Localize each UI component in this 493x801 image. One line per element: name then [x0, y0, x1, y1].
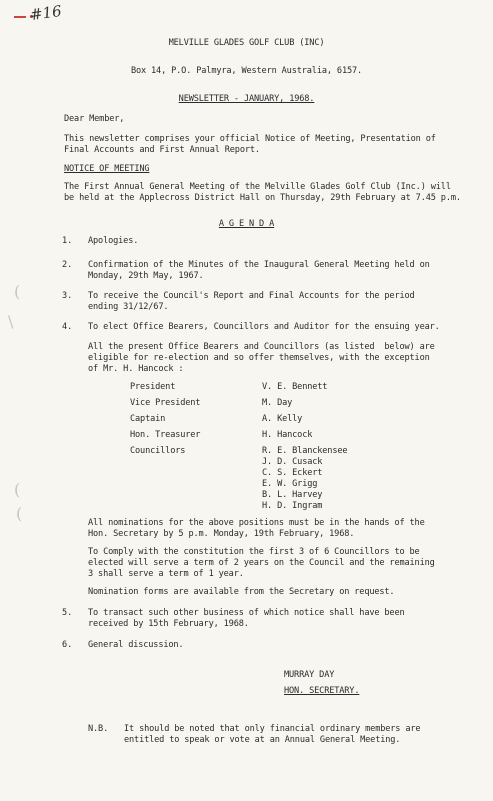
notice-line: The First Annual General Meeting of the Melville Glades Golf Club (Inc.) will [64, 182, 451, 192]
agenda-item-text: To transact such other business of which notice shall have been [88, 608, 405, 618]
agenda-heading: A G E N D A [218, 219, 275, 229]
agenda-item-number: 4. [62, 322, 73, 332]
councillor-name: J. D. Cusack [262, 457, 323, 467]
councillor-name: H. D. Ingram [262, 501, 323, 511]
officer-name: M. Day [262, 398, 293, 408]
nb-line: entitled to speak or vote at an Annual General Meeting. [124, 735, 401, 745]
officer-role: Councillors [130, 446, 186, 456]
agenda-item-number: 5. [62, 608, 73, 618]
agenda-item-text: Apologies. [88, 236, 139, 246]
item4-para-line: All the present Office Bearers and Councillors (as listed below) are [88, 342, 435, 352]
constitution-line: elected will serve a term of 2 years on the Council and the remaining [88, 558, 435, 568]
officer-name: A. Kelly [262, 414, 303, 424]
agenda-item-number: 2. [62, 260, 73, 270]
officer-role: Hon. Treasurer [130, 430, 201, 440]
councillor-name: C. S. Eckert [262, 468, 323, 478]
agenda-item-text: received by 15th February, 1968. [88, 619, 249, 629]
club-address: Box 14, P.O. Palmyra, Western Australia, 6157. [130, 66, 363, 76]
item4-para-line: eligible for re-election and so offer themselves, with the exception [88, 353, 430, 363]
notice-heading: NOTICE OF MEETING [64, 164, 150, 174]
binder-hole-mark: ( [14, 480, 21, 499]
nb-line: It should be noted that only financial ordinary members are [124, 724, 421, 734]
notice-line: be held at the Applecross District Hall on Thursday, 29th February at 7.45 p.m. [64, 193, 461, 203]
salutation: Dear Member, [64, 114, 125, 124]
constitution-line: To Comply with the constitution the first 3 of 6 Councillors to be [88, 547, 420, 557]
officer-role: Vice President [130, 398, 201, 408]
officer-name: V. E. Bennett [262, 382, 328, 392]
signatory-title: HON. SECRETARY. [284, 686, 360, 696]
newsletter-title: NEWSLETTER - JANUARY, 1968. [178, 94, 315, 104]
officer-role: Captain [130, 414, 166, 424]
agenda-item-text: General discussion. [88, 640, 184, 650]
handwritten-number: #16 [28, 1, 63, 25]
binder-hole-mark: \ [8, 312, 14, 331]
binder-hole-mark: ( [16, 504, 23, 523]
nominations-line: Hon. Secretary by 5 p.m. Monday, 19th February, 1968. [88, 529, 355, 539]
constitution-line: 3 shall serve a term of 1 year. [88, 569, 244, 579]
officer-role: President [130, 382, 176, 392]
agenda-item-text: Confirmation of the Minutes of the Inaugural General Meeting held on [88, 260, 430, 270]
nominations-line: All nominations for the above positions must be in the hands of the [88, 518, 425, 528]
agenda-item-number: 6. [62, 640, 73, 650]
red-pen-mark [14, 16, 26, 18]
nomination-forms-note: Nomination forms are available from the Secretary on request. [88, 587, 395, 597]
intro-line: Final Accounts and First Annual Report. [64, 145, 260, 155]
councillor-name: E. W. Grigg [262, 479, 318, 489]
councillor-name: B. L. Harvey [262, 490, 323, 500]
agenda-item-text: Monday, 29th May, 1967. [88, 271, 204, 281]
binder-hole-mark: ( [14, 282, 21, 301]
agenda-item-text: To receive the Council's Report and Final Accounts for the period [88, 291, 415, 301]
signatory-name: MURRAY DAY [284, 670, 335, 680]
item4-para-line: of Mr. H. Hancock : [88, 364, 184, 374]
agenda-item-number: 1. [62, 236, 73, 246]
officer-name: R. E. Blanckensee [262, 446, 348, 456]
agenda-item-text: ending 31/12/67. [88, 302, 169, 312]
agenda-item-text: To elect Office Bearers, Councillors and Auditor for the ensuing year. [88, 322, 440, 332]
club-name: MELVILLE GLADES GOLF CLUB (INC) [168, 38, 325, 48]
intro-line: This newsletter comprises your official Notice of Meeting, Presentation of [64, 134, 436, 144]
officer-name: H. Hancock [262, 430, 313, 440]
agenda-item-number: 3. [62, 291, 73, 301]
nb-label: N.B. [88, 724, 109, 734]
